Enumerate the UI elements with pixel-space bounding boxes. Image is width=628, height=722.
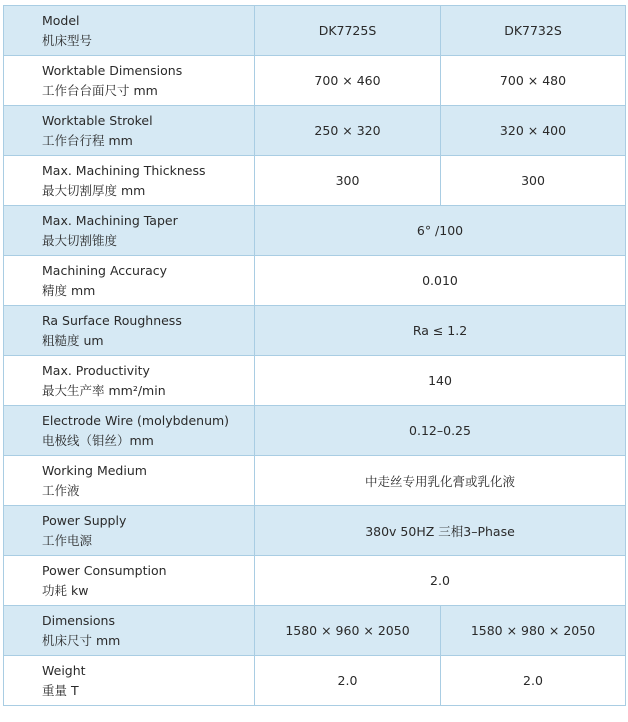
spec-value-cell: 2.0 [255, 556, 626, 606]
spec-label-cell [4, 356, 255, 406]
spec-label-en: Max. Machining Taper [42, 212, 178, 228]
table-row [4, 156, 626, 206]
table-row [4, 106, 626, 156]
spec-value-cell: DK7725S [255, 6, 441, 56]
spec-value-cell: 700 × 460 [255, 56, 441, 106]
spec-value-cell: 2.0 [255, 656, 441, 706]
table-row [4, 356, 626, 406]
spec-label-zh: 机床尺寸 mm [42, 632, 121, 648]
spec-label-cell [4, 256, 255, 306]
spec-value-cell: 300 [255, 156, 441, 206]
spec-value-cell: 0.010 [255, 256, 626, 306]
spec-value-cell: 2.0 [441, 656, 626, 706]
spec-label-cell [4, 106, 255, 156]
table-row [4, 656, 626, 706]
spec-value-cell: 6° /100 [255, 206, 626, 256]
spec-table-body [4, 6, 626, 706]
spec-label-cell [4, 306, 255, 356]
spec-value-cell: 320 × 400 [441, 106, 626, 156]
spec-label-cell [4, 206, 255, 256]
spec-value-cell: 140 [255, 356, 626, 406]
spec-label-en: Max. Productivity [42, 362, 150, 378]
spec-label-zh: 工作台行程 mm [42, 132, 133, 148]
spec-label-en: Power Consumption [42, 562, 167, 578]
spec-label-en: Dimensions [42, 612, 115, 628]
spec-label-zh: 最大切割厚度 mm [42, 182, 146, 198]
table-row [4, 56, 626, 106]
spec-label-en: Machining Accuracy [42, 262, 168, 278]
spec-value-cell: 0.12–0.25 [255, 406, 626, 456]
spec-value-cell: DK7732S [441, 6, 626, 56]
spec-label-cell [4, 456, 255, 506]
spec-label-zh: 电极线（钼丝）mm [42, 432, 154, 448]
spec-label-en: Power Supply [42, 512, 127, 528]
spec-label-en: Max. Machining Thickness [42, 162, 206, 178]
spec-label-cell [4, 156, 255, 206]
spec-label-en: Working Medium [42, 462, 147, 478]
spec-label-en: Model [42, 12, 80, 28]
spec-label-cell [4, 656, 255, 706]
table-row [4, 6, 626, 56]
spec-label-zh: 粗糙度 um [42, 332, 104, 348]
spec-label-cell [4, 406, 255, 456]
spec-label-zh: 精度 mm [42, 282, 96, 298]
spec-value-cell: 250 × 320 [255, 106, 441, 156]
spec-value-cell: 中走丝专用乳化膏或乳化液 [255, 456, 626, 506]
spec-label-cell [4, 606, 255, 656]
spec-label-cell [4, 56, 255, 106]
spec-label-zh: 工作台台面尺寸 mm [42, 82, 158, 98]
spec-label-zh: 工作电源 [42, 532, 93, 548]
spec-label-zh: 最大生产率 mm²/min [42, 382, 166, 398]
table-row [4, 306, 626, 356]
table-row [4, 606, 626, 656]
table-row [4, 406, 626, 456]
table-row [4, 256, 626, 306]
spec-value-cell: 700 × 480 [441, 56, 626, 106]
table-row [4, 506, 626, 556]
spec-label-zh: 最大切割锥度 [42, 232, 118, 248]
spec-label-zh: 工作液 [42, 482, 80, 498]
spec-table [3, 5, 626, 706]
spec-label-zh: 机床型号 [42, 32, 93, 48]
spec-label-en: Weight [42, 662, 86, 678]
spec-label-cell [4, 556, 255, 606]
spec-label-en: Worktable Strokel [42, 112, 153, 128]
spec-label-cell [4, 6, 255, 56]
spec-value-cell: 1580 × 960 × 2050 [255, 606, 441, 656]
spec-value-cell: 1580 × 980 × 2050 [441, 606, 626, 656]
spec-label-en: Ra Surface Roughness [42, 312, 182, 328]
spec-label-en: Electrode Wire (molybdenum) [42, 412, 230, 428]
spec-label-cell [4, 506, 255, 556]
spec-value-cell: Ra ≤ 1.2 [255, 306, 626, 356]
spec-label-zh: 重量 T [42, 682, 79, 698]
spec-label-en: Worktable Dimensions [42, 62, 183, 78]
spec-value-cell: 380v 50HZ 三相3–Phase [255, 506, 626, 556]
table-row [4, 206, 626, 256]
table-row [4, 456, 626, 506]
spec-label-zh: 功耗 kw [42, 582, 89, 598]
spec-value-cell: 300 [441, 156, 626, 206]
table-row [4, 556, 626, 606]
